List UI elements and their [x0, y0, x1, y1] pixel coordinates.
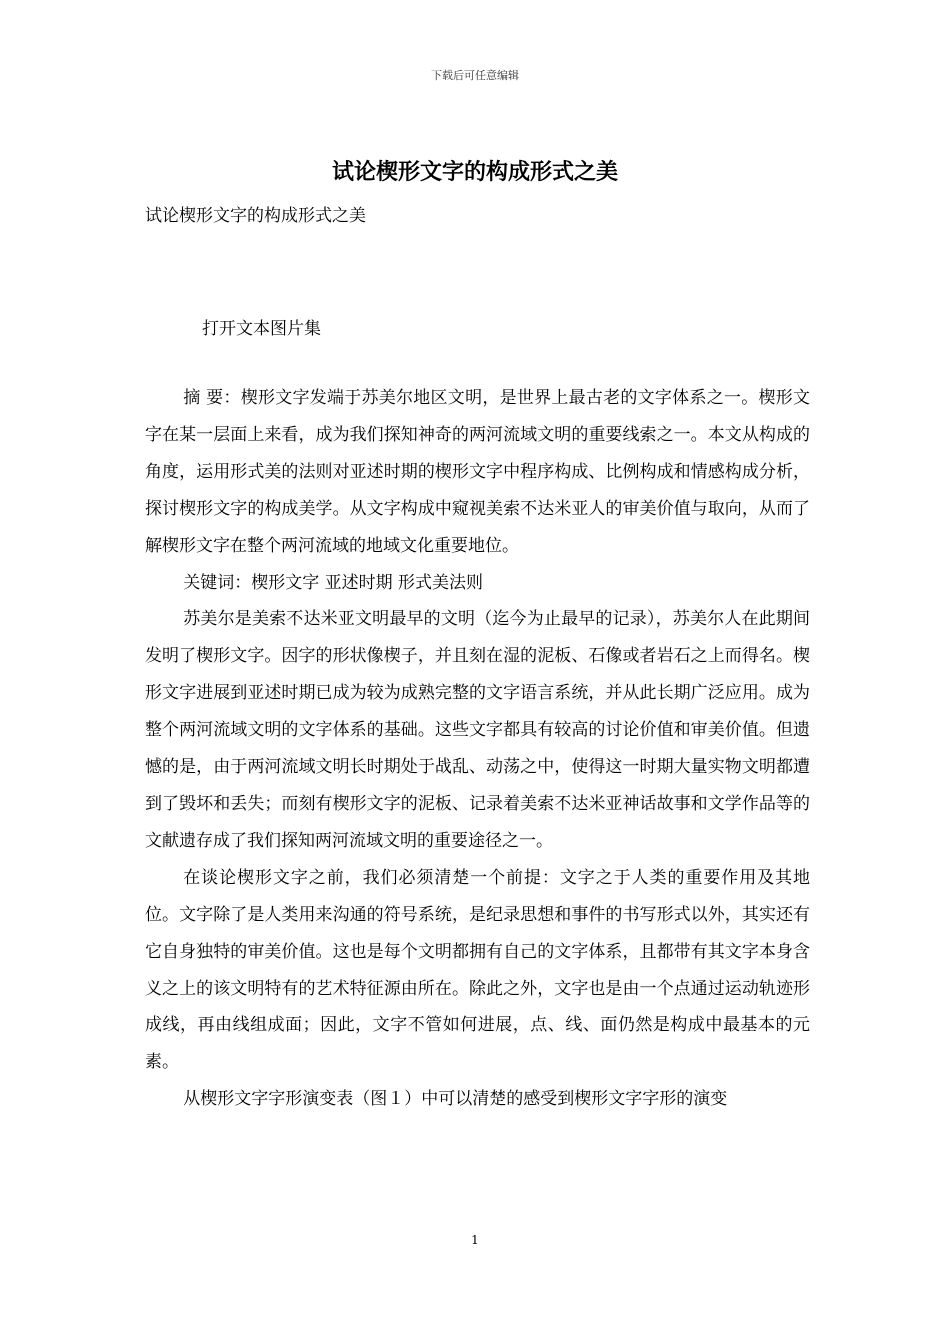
- body-paragraph: 从楔形文字字形演变表（图１）中可以清楚的感受到楔形文字字形的演变: [183, 1089, 728, 1110]
- image-collection-link[interactable]: 打开文本图片集: [202, 319, 321, 339]
- keywords-paragraph: 关键词：楔形文字 亚述时期 形式美法则: [183, 572, 484, 593]
- body-paragraph: 苏美尔是美索不达米亚文明最早的文明（迄今为止最早的记录），苏美尔人在此期间发明了楔形文字。因字的形状像楔子，并且刻在湿的泥板、石像或者岩石之上而得名。楔形文字进展到亚述时期已成为较为成熟完整的文字语言系统，并从此长期广泛应用。成为整个两河流域文明的文字体系的基础。这些文字都具有较高的讨论价值和审美价值。但遗憾的是，由于两河流域文明长时期处于战乱、动荡之中，使得这一时期大量实物文明都遭到了毁坏和丢失；而刻有楔形文字的泥板、记录着美索不达米亚神话故事和文学作品等的文献遗存成了我们探知两河流域文明的重要途径之一。: [145, 609, 810, 851]
- document-title: 试论楔形文字的构成形式之美: [331, 159, 618, 185]
- abstract-paragraph: 摘 要：楔形文字发端于苏美尔地区文明，是世界上最古老的文字体系之一。楔形文字在某一层面上来看，成为我们探知神奇的两河流域文明的重要线索之一。本文从构成的角度，运用形式美的法则对亚述时期的楔形文字中程序构成、比例构成和情感构成分析，探讨楔形文字的构成美学。从文字构成中窥视美索不达米亚人的审美价值与取向，从而了解楔形文字在整个两河流域的地域文化重要地位。: [145, 388, 810, 556]
- document-subtitle: 试论楔形文字的构成形式之美: [145, 206, 366, 226]
- body-paragraph: 在谈论楔形文字之前，我们必须清楚一个前提：文字之于人类的重要作用及其地位。文字除了是人类用来沟通的符号系统，是纪录思想和事件的书写形式以外，其实还有它自身独特的审美价值。这也是每个文明都拥有自己的文字体系，且都带有其文字本身含义之上的该文明特有的艺术特征源由所在。除此之外，文字也是由一个点通过运动轨迹形成线，再由线组成面；因此，文字不管如何进展，点、线、面仍然是构成中最基本的元素。: [145, 867, 810, 1073]
- document-body: [145, 380, 810, 1118]
- header-note: 下载后可任意编辑: [431, 69, 519, 82]
- page-number: 1: [471, 1233, 479, 1247]
